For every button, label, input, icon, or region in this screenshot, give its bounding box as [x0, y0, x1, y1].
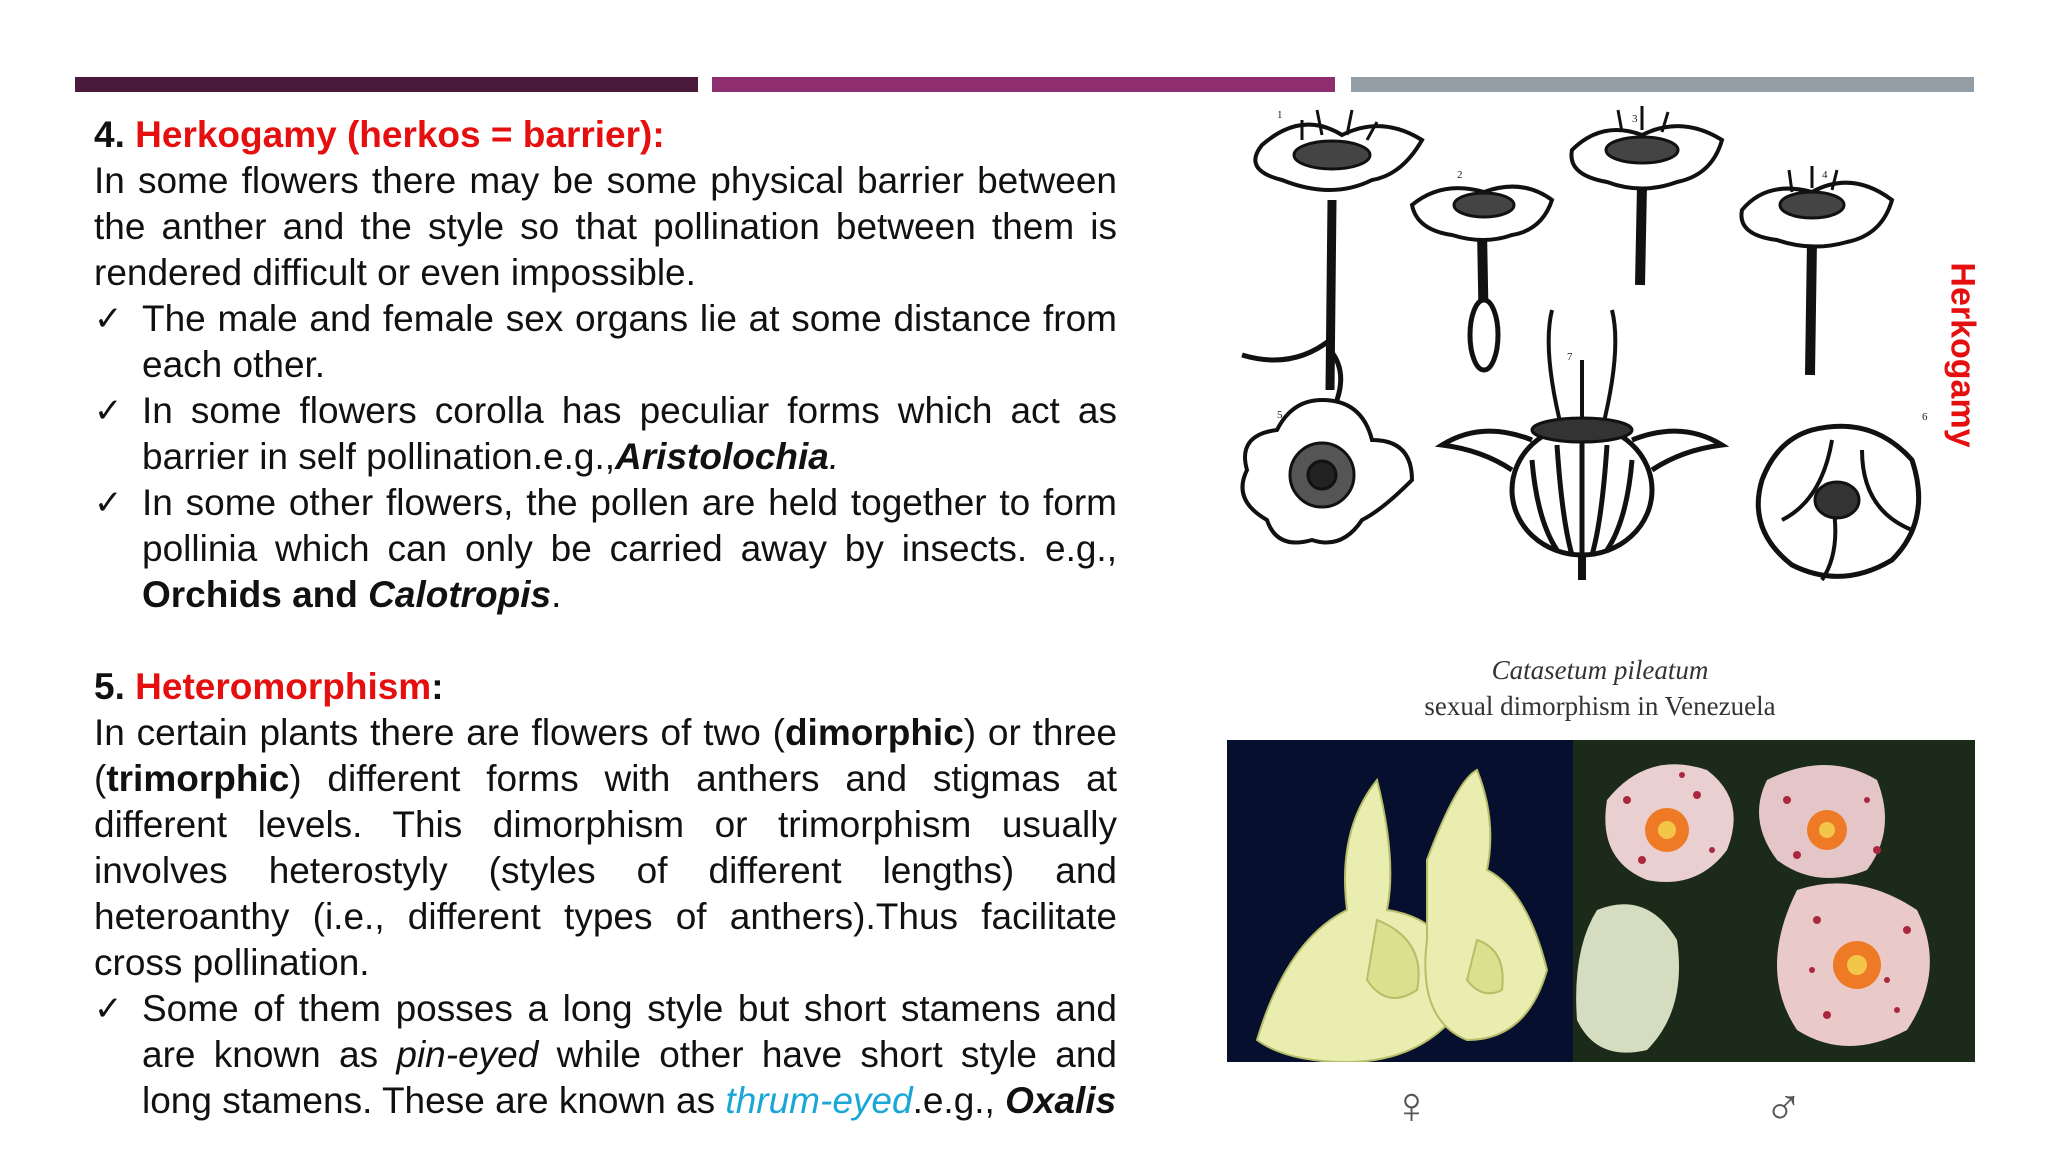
section4-intro: In some flowers there may be some physical barrier between the anther and the style so that pollination between them is rendered difficult or even impossible. — [94, 160, 1117, 293]
flower-1 — [1242, 110, 1422, 400]
slide-text — [94, 112, 1117, 1152]
flower-6 — [1758, 426, 1918, 580]
svg-text:3: 3 — [1632, 113, 1638, 125]
check-icon: ✓ — [94, 300, 123, 338]
check-icon: ✓ — [94, 484, 123, 522]
catasetum-orchid-photo — [1227, 740, 1975, 1062]
header-bar-gray — [1351, 77, 1974, 92]
svg-text:5: 5 — [1277, 409, 1283, 421]
flower-5 — [1243, 400, 1413, 543]
photo-caption — [1230, 652, 1970, 724]
caption-subtitle: sexual dimorphism in Venezuela — [1424, 691, 1776, 721]
section5-title: Heteromorphism — [135, 666, 432, 707]
herkogamy-side-label: Herkogamy — [1943, 262, 1982, 448]
list-item: ✓ The male and female sex organs lie at some distance from each other. — [94, 298, 1117, 385]
list-item: ✓ In some other flowers, the pollen are held together to form pollinia which can only be carried away by insects. e.g., Orchids and Calotropis. — [94, 482, 1117, 615]
list-item: ✓ In some flowers corolla has peculiar forms which act as barrier in self pollination.e.g.,Aristolochia. — [94, 390, 1117, 477]
svg-text:2: 2 — [1457, 169, 1463, 181]
section5-heading: 5. Heteromorphism: — [94, 666, 444, 707]
section4-list — [94, 296, 1117, 618]
check-icon: ✓ — [94, 990, 123, 1028]
female-symbol: ♀ — [1392, 1077, 1431, 1135]
section4-heading: 4. Herkogamy (herkos = barrier): — [94, 114, 665, 155]
header-bar-dark — [75, 77, 698, 92]
header-bar-purple — [712, 77, 1335, 92]
flower-4 — [1741, 166, 1892, 375]
svg-text:6: 6 — [1922, 411, 1928, 423]
male-symbol: ♂ — [1764, 1077, 1803, 1135]
list-item: ✓ Some of them posses a long style but short stamens and are known as pin-eyed while other have short style and long stamens. These are known as thrum-eyed.e.g., Oxalis — [94, 988, 1117, 1121]
flower-3 — [1571, 106, 1722, 285]
check-icon: ✓ — [94, 392, 123, 430]
section4-title: Herkogamy (herkos = barrier): — [135, 114, 665, 155]
section5-intro: In certain plants there are flowers of two (dimorphic) or three (trimorphic) different forms with anthers and stigmas at different levels. This dimorphism or trimorphism usually involves heterostyly (styles of different lengths) and heteroanthy (i.e., different types of anthers).Thus facilitate cross pollination. — [94, 712, 1117, 983]
section5-list — [94, 986, 1117, 1124]
svg-text:4: 4 — [1822, 169, 1828, 181]
svg-text:7: 7 — [1567, 351, 1573, 363]
caption-species: Catasetum pileatum — [1491, 655, 1709, 685]
herkogamy-flower-illustration — [1222, 100, 1982, 600]
flower-2 — [1412, 187, 1552, 370]
svg-text:1: 1 — [1277, 109, 1283, 121]
